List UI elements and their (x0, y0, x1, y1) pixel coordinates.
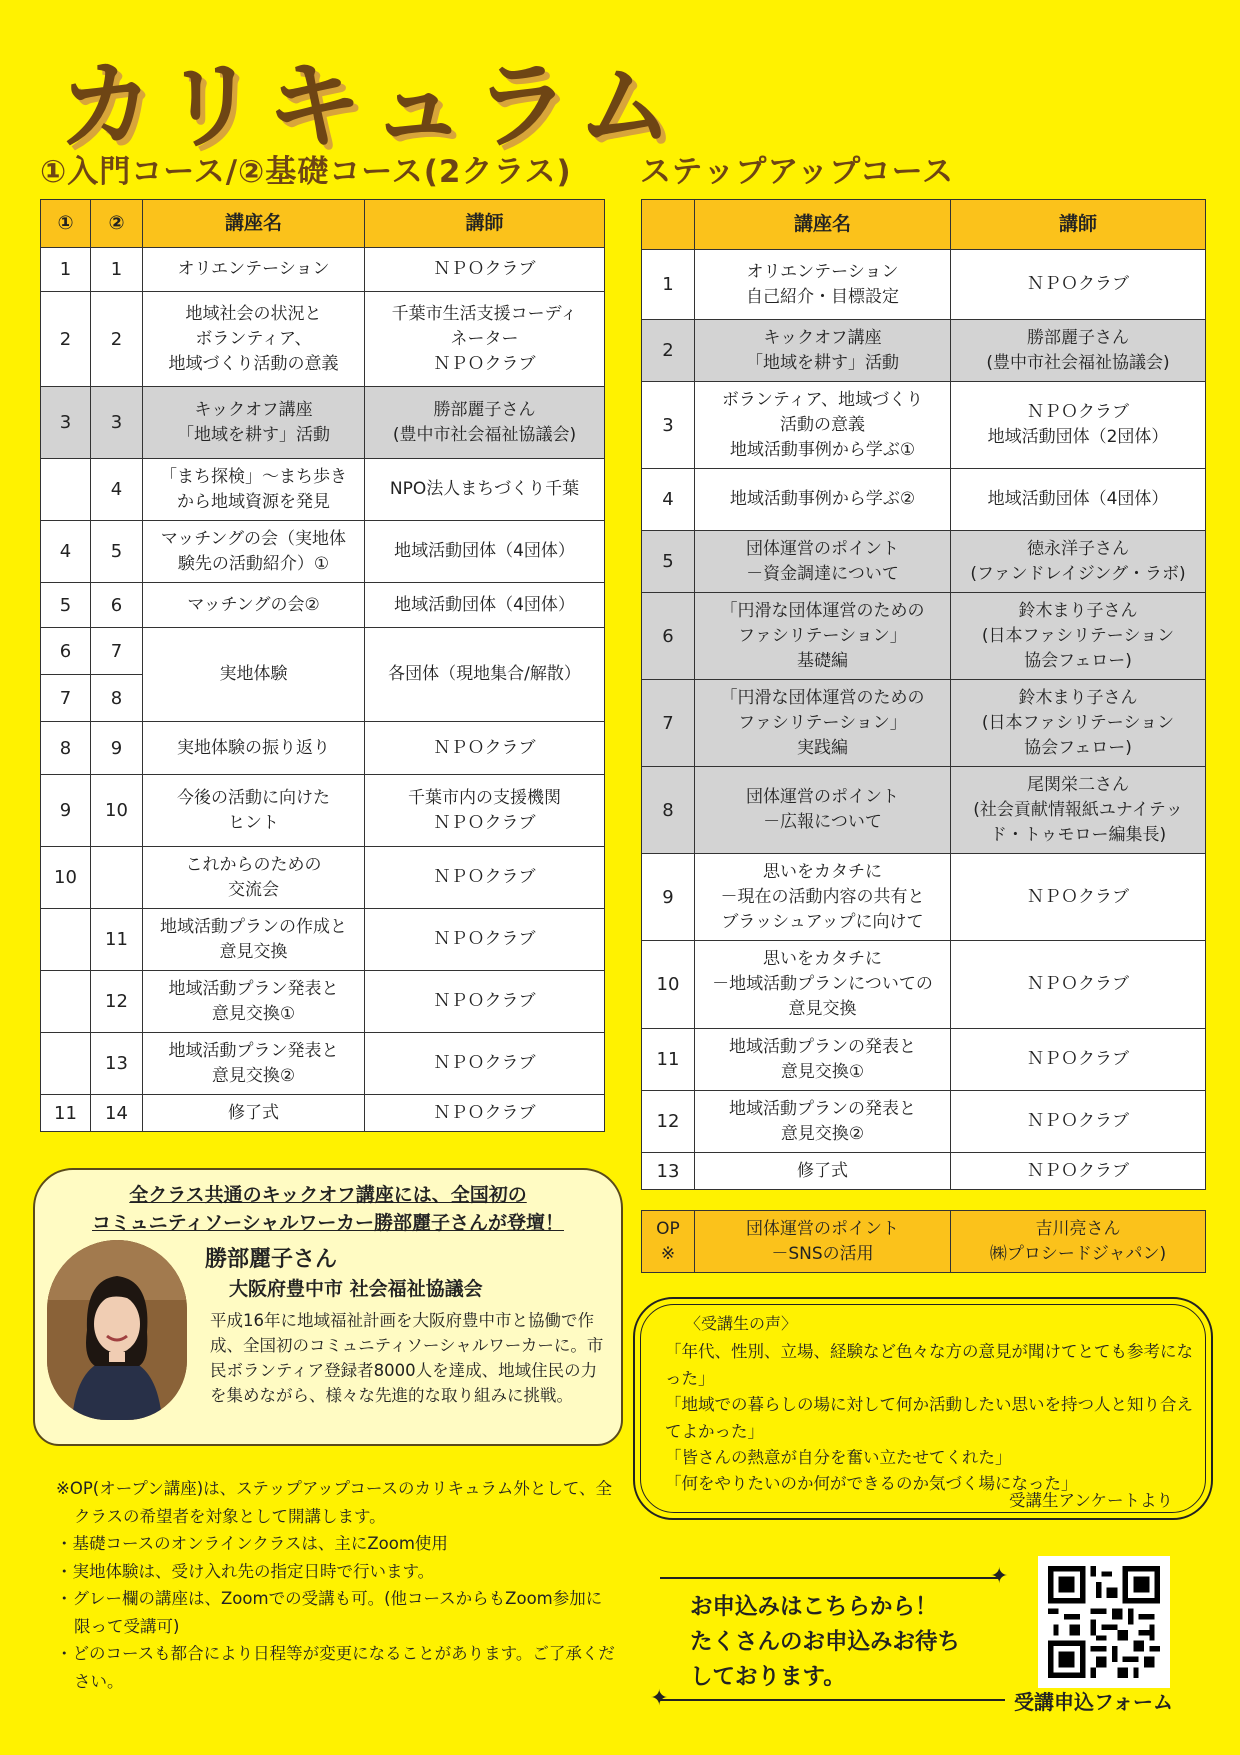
voices-title: 〈受講生の声〉 (685, 1314, 798, 1333)
table-row: 12 地域活動プランの発表と 意見交換② ＮＰＯクラブ (642, 1091, 1206, 1153)
qr-code[interactable] (1038, 1556, 1170, 1688)
open-course-table (641, 1210, 1206, 1273)
voice-item: 「皆さんの熱意が自分を奮い立たせてくれた」 (665, 1448, 1012, 1467)
table-row: 8 団体運営のポイント －広報について 尾関栄二さん (社会貢献情報紙ユナイテッ ド・トゥモロー編集長) (642, 767, 1206, 854)
table-row: 10 これからのための 交流会 ＮＰＯクラブ (41, 847, 605, 909)
note-item: ※OP(オープン講座)は、ステップアップコースのカリキュラム外として、全クラスの希望者を対象として開講します。 (56, 1479, 613, 1526)
speaker-bio: 平成16年に地域福祉計画を大阪府豊中市と協働で作成、全国初のコミュニティソーシャルワーカーに。市民ボランティア登録者8000人を達成、地域住民の力を集めながら、様々な先進的な取り組みに挑戦。 (210, 1311, 604, 1405)
col-header-number (642, 200, 695, 250)
table-row: 6 「円滑な団体運営のための ファシリテーション」 基礎編 鈴木まり子さん (日本ファシリテーション 協会フェロー) (642, 593, 1206, 680)
table-row: 12 地域活動プラン発表と 意見交換① ＮＰＯクラブ (41, 971, 605, 1033)
right-course-heading: ステップアップコース (640, 154, 955, 190)
table-row: 2 キックオフ講座 「地域を耕す」活動 勝部麗子さん (豊中市社会福祉協議会) (642, 320, 1206, 382)
table-row: 8 9 実地体験の振り返り ＮＰＯクラブ (41, 722, 605, 775)
table-row: 4 地域活動事例から学ぶ② 地域活動団体（4団体） (642, 469, 1206, 531)
apply-message: お申込みはこちらから！ たくさんのお申込みお待ち しております。 (690, 1594, 961, 1690)
sparkle-icon: ✦ (650, 1686, 669, 1711)
table-row: OP ※ 団体運営のポイント －SNSの活用 吉川亮さん ㈱プロシードジャパン) (642, 1211, 1206, 1273)
table-row: 6 7 実地体験 各団体（現地集合/解散） (41, 628, 605, 675)
speaker-organization: 大阪府豊中市 社会福祉協議会 (229, 1278, 483, 1300)
voice-item: 「年代、性別、立場、経験など色々な方の意見が聞けてとても参考になった」 (665, 1342, 1193, 1388)
col-header-basic: ② (91, 200, 143, 248)
kickoff-headline: コミュニティソーシャルワーカー勝部麗子さんが登壇！ (92, 1212, 564, 1234)
left-curriculum-table (40, 199, 605, 1132)
col-header-course-name: 講座名 (695, 200, 951, 250)
table-row: 5 団体運営のポイント －資金調達について 徳永洋子さん (ファンドレイジング・ラボ) (642, 531, 1206, 593)
table-row: 13 修了式 ＮＰＯクラブ (642, 1153, 1206, 1190)
table-row: 1 1 オリエンテーション ＮＰＯクラブ (41, 248, 605, 292)
col-header-intro: ① (41, 200, 91, 248)
notes-list (56, 1475, 616, 1695)
table-row: 9 思いをカタチに －現在の活動内容の共有と ブラッシュアップに向けて ＮＰＯクラブ (642, 854, 1206, 941)
table-row: 7 「円滑な団体運営のための ファシリテーション」 実践編 鈴木まり子さん (日本ファシリテーション 協会フェロー) (642, 680, 1206, 767)
divider (660, 1699, 1005, 1701)
voices-source: 受講生アンケートより (1008, 1491, 1173, 1510)
table-row: 11 14 修了式 ＮＰＯクラブ (41, 1095, 605, 1132)
speaker-photo (47, 1240, 187, 1420)
col-header-course-name: 講座名 (143, 200, 365, 248)
speaker-name: 勝部麗子さん (205, 1247, 338, 1272)
table-row: 4 「まち探検」～まち歩き から地域資源を発見 NPO法人まちづくり千葉 (41, 459, 605, 521)
table-row: 7 8 (41, 675, 605, 722)
note-item: ・基礎コースのオンラインクラスは、主にZoom使用 (56, 1534, 448, 1553)
page-title: カリキュラム (58, 50, 682, 162)
table-row: 13 地域活動プラン発表と 意見交換② ＮＰＯクラブ (41, 1033, 605, 1095)
col-header-teacher: 講師 (365, 200, 605, 248)
right-curriculum-table (641, 199, 1206, 1190)
kickoff-speaker-box (33, 1168, 623, 1446)
table-row: 9 10 今後の活動に向けた ヒント 千葉市内の支援機関 ＮＰＯクラブ (41, 775, 605, 847)
qr-label: 受講申込フォーム (1014, 1690, 1173, 1714)
voice-item: 「何をやりたいのか何ができるのか気づく場になった」 (665, 1474, 1078, 1493)
table-row: 11 地域活動プランの作成と 意見交換 ＮＰＯクラブ (41, 909, 605, 971)
note-item: ・グレー欄の講座は、Zoomでの受講も可。(他コースからもZoom参加に限って受講可) (56, 1589, 603, 1636)
divider (660, 1577, 1000, 1579)
table-row: 2 2 地域社会の状況と ボランティア、 地域づくり活動の意義 千葉市生活支援コーディ ネーター ＮＰＯクラブ (41, 292, 605, 387)
note-item: ・どのコースも都合により日程等が変更になることがあります。ご了承ください。 (56, 1644, 615, 1691)
voice-item: 「地域での暮らしの場に対して何か活動したい思いを持つ人と知り合えてよかった」 (665, 1395, 1193, 1441)
table-row: 1 オリエンテーション 自己紹介・目標設定 ＮＰＯクラブ (642, 250, 1206, 320)
sparkle-icon: ✦ (990, 1564, 1009, 1589)
left-course-heading: ①入門コース/②基礎コース(2クラス) (40, 154, 572, 190)
table-row: 5 6 マッチングの会② 地域活動団体（4団体） (41, 583, 605, 628)
table-row: 4 5 マッチングの会（実地体 験先の活動紹介）① 地域活動団体（4団体） (41, 521, 605, 583)
student-voices-box (633, 1297, 1213, 1520)
table-row: 3 ボランティア、地域づくり 活動の意義 地域活動事例から学ぶ① ＮＰＯクラブ 地域活動団体（2団体） (642, 382, 1206, 469)
col-header-teacher: 講師 (951, 200, 1206, 250)
table-row: 10 思いをカタチに －地域活動プランについての 意見交換 ＮＰＯクラブ (642, 941, 1206, 1029)
note-item: ・実地体験は、受け入れ先の指定日時で行います。 (56, 1561, 435, 1581)
kickoff-headline: 全クラス共通のキックオフ講座には、全国初の (129, 1184, 527, 1206)
table-row: 11 地域活動プランの発表と 意見交換① ＮＰＯクラブ (642, 1029, 1206, 1091)
table-row: 3 3 キックオフ講座 「地域を耕す」活動 勝部麗子さん (豊中市社会福祉協議会) (41, 387, 605, 459)
